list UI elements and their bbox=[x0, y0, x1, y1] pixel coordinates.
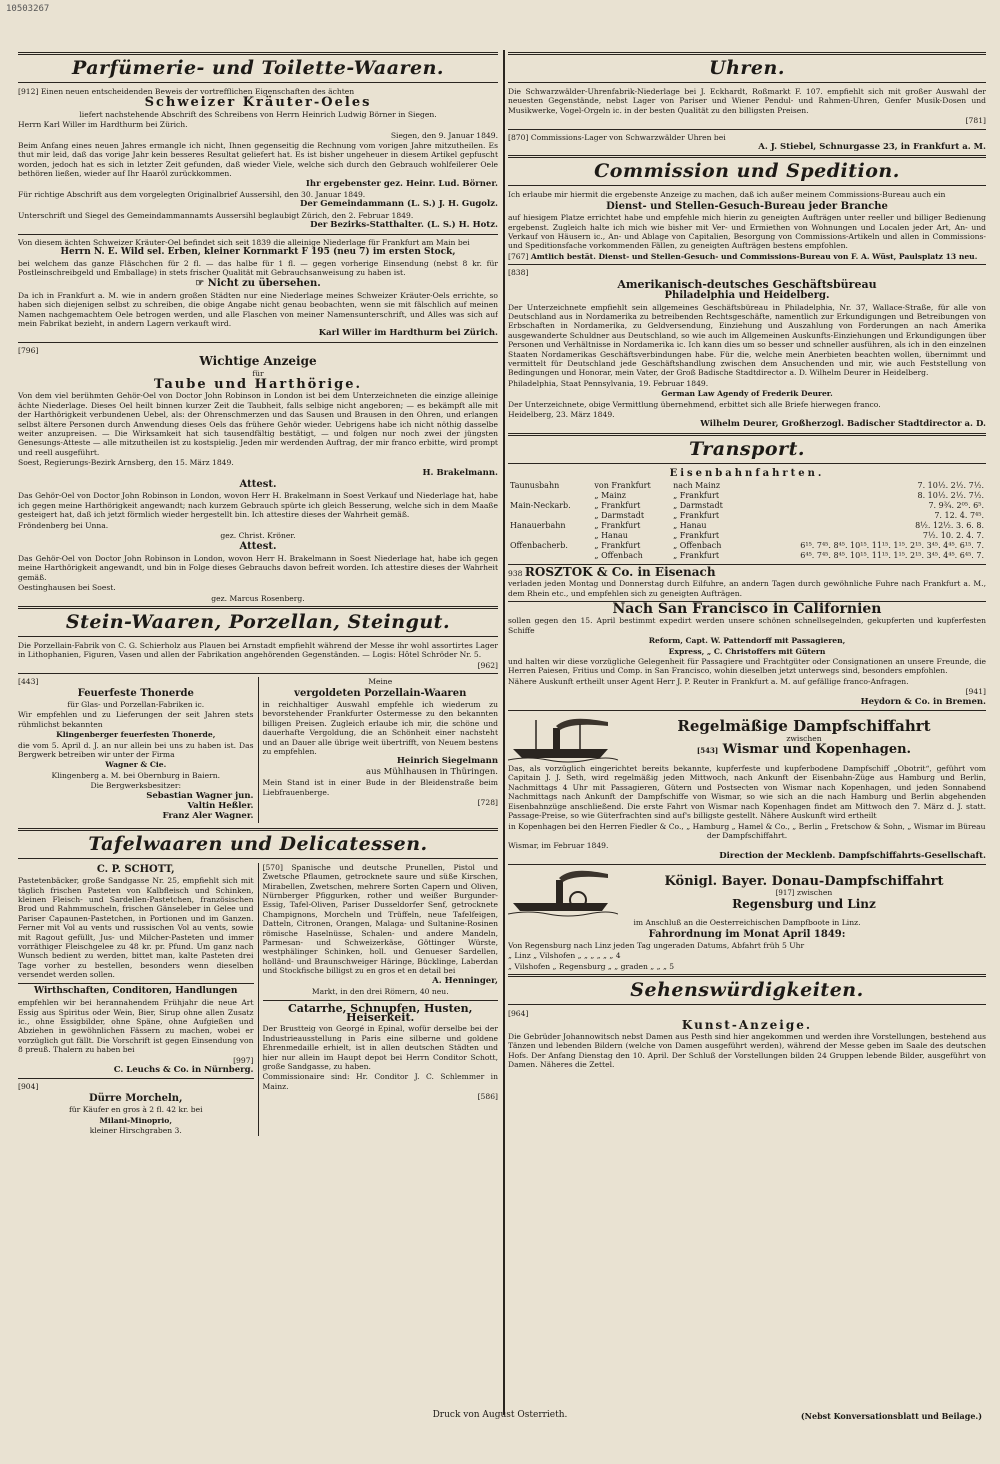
ad-place: Markt, in den drei Römern, 40 neu. bbox=[311, 987, 449, 997]
ad-route: Regensburg und Linz bbox=[732, 897, 876, 912]
ad-ref: [904] bbox=[18, 1082, 39, 1092]
ad-text: und halten wir diese vorzügliche Gelegenheit für Passagiere und Frachtgüter oder Consignationen an unsere Freunde, die Herren Paiesen, Fritius und Comp. in San Francisco, wohin dieselben jetzt unterwegs sind, besonders empfohlen. bbox=[508, 657, 986, 676]
railway-cell-from: „ Frankfurt bbox=[594, 540, 641, 550]
ad-place: Fröndenberg bei Unna. bbox=[18, 520, 109, 530]
ad-signature: Franz Aler Wagner. bbox=[162, 811, 254, 822]
ad-ref: [443] bbox=[18, 677, 39, 687]
ad-san-francisco bbox=[508, 601, 986, 707]
ad-addressee: Herrn Karl Willer im Hardthurm bei Zürich. bbox=[18, 120, 188, 130]
ad-title: Dienst- und Stellen-Gesuch-Bureau jeder Branche bbox=[606, 200, 888, 212]
railway-row bbox=[508, 511, 986, 521]
ad-place: Philadelphia, Staat Pennsylvania, 19. Februar 1849. bbox=[508, 378, 709, 388]
railway-cell-from: „ Darmstadt bbox=[594, 510, 645, 520]
two-column-block bbox=[18, 677, 498, 826]
ad-place: aus Mühlhausen in Thüringen. bbox=[366, 766, 498, 777]
ad-rosztok bbox=[508, 564, 986, 598]
schedule-row: „ Vilshofen „ Regensburg „ „ graden „ „ „ 5 bbox=[508, 961, 675, 971]
railway-cell-from: „ Mainz bbox=[594, 490, 626, 500]
railway-row bbox=[508, 531, 986, 541]
ad-ref: [728] bbox=[477, 798, 498, 807]
rule bbox=[18, 1078, 254, 1079]
railway-cell-times: 7. 10½. 2½. 7½. bbox=[917, 480, 984, 490]
ad-signature: gez. Marcus Rosenberg. bbox=[211, 593, 305, 603]
ad-ref: [570] bbox=[262, 862, 283, 872]
ad-between: zwischen bbox=[786, 733, 822, 743]
railway-cell-to: „ Hanau bbox=[673, 520, 707, 530]
ad-place: Heidelberg, 23. März 1849. bbox=[508, 409, 615, 419]
ad-signature: Heydorn & Co. in Bremen. bbox=[860, 696, 986, 707]
ad-text: Nähere Auskunft ertheilt unser Agent Herr J. P. Reuter in Frankfurt a. M. auf gefällige franco-Anfragen. bbox=[508, 676, 909, 686]
ad-title: Catarrhe, Schnupfen, Husten, Heiserkeit. bbox=[287, 1001, 473, 1024]
ad-agent: Commissionaire sind: Hr. Conditor J. C. Schlemmer in Mainz. bbox=[262, 1072, 498, 1091]
ad-between-text: zwischen bbox=[796, 887, 833, 897]
two-column-block bbox=[18, 863, 498, 1140]
railway-cell-to: „ Frankfurt bbox=[673, 530, 720, 540]
railway-cell-from: „ Hanau bbox=[594, 530, 628, 540]
ad-donau-titles bbox=[622, 875, 986, 912]
ad-title: Regelmäßige Dampfschiffahrt bbox=[677, 717, 931, 736]
ad-text: in reichhaltiger Auswahl empfehle ich wiederum zu bevorstehender Frankfurter Ostermesse zu den bekannten billigen Preisen. Zugleich erlaube ich mir, die schöne und dauerhafte Vergoldung, die an Schönheit einer nachsteht und an Dauer alle übrige weit übertrifft, von Neuem bestens zu empfehlen. bbox=[262, 699, 498, 756]
ad-text: Von dem viel berühmten Gehör-Oel von Doctor John Robinson in London ist bei dem Unterzeichneten die einzige alleinige ächte Niederlage. Dieses Oel heilt binnen kurzer Zeit die Taubheit, falls selbige nicht angeboren; — es bekämpft alle mit der Harthörigkeit verbundenen Uebel, als: der Ohrenschmerzen und das Sausen und Brausen in den Ohren, und erlangen selbst ältere Personen durch Anwendung dieses Oels das frühere Gehör wieder. Uebrigens habe ich nicht nöthig dasselbe weiter anzupreisen. — Die Wirksamkeit hat sich tausendfältig bestätigt, — und folgen nur noch zwei der jüngsten Genesungs-Atteste — alle mitzutheilen ist zu kostspielig. Jeden mir werdenden Auftrag, der mir franco erbitte, wird prompt und reell ausgeführt. bbox=[18, 391, 498, 457]
ad-agency: German Law Agendy of Frederik Deurer. bbox=[661, 389, 833, 399]
ad-signature: Direction der Mecklenb. Dampfschiffahrts-Gesellschaft. bbox=[719, 850, 986, 861]
railway-cell-times: 7. 9¾. 2⁰⁵. 6⁵. bbox=[928, 500, 984, 510]
railway-cell-to: „ Frankfurt bbox=[673, 510, 720, 520]
ad-text: Pastetenbäcker, große Sandgasse Nr. 25, empfiehlt sich mit täglich frischen Pasteten von Kalbfleisch und Schinken, kleinen Fleisch- und Sardellen-Pastetchen, französischen Brod und Rahmmuscheln, frischen Gänseleber in Gelee und Pariser Capaunen-Pastetchen, in Portionen und im Ganzen. Ferner mit Vol au vents und russischen Vol au vents, sowie mit Ragout gefüllt, Jus- und Milcher-Pasteten und immer vorräthiger Fleischgelee zu 48 kr. pr. Pfund. Um ganz nach Wunsch bedient zu werden, bittet man, kalte Pasteten drei Tage vorher zu bestellen, besonders wenn dieselben versendet werden sollen. bbox=[18, 876, 254, 980]
ad-wismar-header bbox=[508, 714, 986, 764]
railway-cell-to: „ Darmstadt bbox=[673, 500, 723, 510]
ad-place: kleiner Hirschgraben 3. bbox=[89, 1125, 182, 1135]
ad-ref: [997] bbox=[233, 1055, 254, 1065]
ad-place: Oestinghausen bei Soest. bbox=[18, 583, 116, 593]
ad-ref: [962] bbox=[477, 660, 498, 670]
ad-porzellain bbox=[258, 677, 499, 823]
ad-intro: Einen neuen entscheidenden Beweis der vortrefflichen Eigenschaften des ächten bbox=[40, 87, 355, 96]
ad-signature: Sebastian Wagner jun. bbox=[146, 790, 254, 801]
railway-cell-line bbox=[508, 491, 592, 501]
ad-attest: Unterschrift und Siegel des Gemeindammannamts Aussersihl beglaubigt Zürich, den 2. Februar 1849. bbox=[18, 210, 414, 220]
ad-depot: Von diesem ächten Schweizer Kräuter-Oel befindet sich seit 1839 die alleinige Niederlage für Frankfurt am Main bei bbox=[18, 237, 470, 247]
ad-for: für bbox=[252, 368, 264, 378]
ad-wismar bbox=[508, 714, 986, 861]
schedule-row: „ Linz „ Vilshofen „ „ „ „ „ „ 4 bbox=[508, 951, 621, 961]
ad-depot-name: Herrn N. E. Wild sel. Erben, kleiner Kornmarkt F 195 (neu 7) im ersten Stock, bbox=[60, 247, 456, 258]
ad-owners: Die Bergwerksbesitzer: bbox=[90, 781, 182, 791]
ad-ref: [543] bbox=[696, 746, 719, 756]
column-divider bbox=[503, 50, 505, 1415]
ad-signature: Der Gemeindammann (L. S.) J. H. Gugolz. bbox=[300, 199, 498, 210]
ad-text: empfehlen wir bei herannahendem Frühjahr die neue Art Essig aus Spiritus oder Wein, Bier, Sirup ohne allen Zusatz ic., ohne Essigbilder, ohne Späne, ohne Aufgießen und Abziehen in gewöhnlichen Fässern zu machen, wobei er vorzüglich gut fällt. Die Vorschrift ist gegen Einsendung von 8 preuß. Thalern zu haben bei bbox=[18, 998, 254, 1055]
ad-text: Commissions-Lager von Schwarzwälder Uhren bei bbox=[530, 132, 726, 142]
section-uhren-heading: Uhren. bbox=[508, 52, 986, 83]
railway-cell-to: „ Offenbach bbox=[673, 540, 722, 550]
ad-gehoer-oel bbox=[18, 346, 498, 603]
left-column bbox=[18, 50, 498, 1415]
railway-row bbox=[508, 491, 986, 501]
ad-thonerde bbox=[18, 677, 254, 823]
rule bbox=[18, 342, 498, 343]
ad-donau-schedule bbox=[508, 941, 986, 971]
ad-attest: Für richtige Abschrift aus dem vorgelegten Originalbrief Aussersihl, den 30. Januar 1849. bbox=[18, 190, 366, 200]
railway-cell-from: von Frankfurt bbox=[594, 480, 651, 490]
ad-donau bbox=[508, 868, 986, 971]
ad-date: Siegen, den 9. Januar 1849. bbox=[390, 130, 498, 140]
ad-text: Die Gebrüder Johannowitsch nebst Damen aus Pesth sind hier angekommen und werden ihre Vorstellungen, bestehend aus Tänzen und lebenden Bildern (welche von Damen ausgeführt werden), während der Messe geben im Saale des deutschen Hofs. Der Anfang Dienstag den 10. April. Der Schluß der Vorstellungen bilden 24 Gruppen lebende Bilder, ausgeführt von Damen. Näheres die Zettel. bbox=[508, 1031, 986, 1070]
ad-intro: Ich erlaube mir hiermit die ergebenste Anzeige zu machen, daß ich außer meinem Commissions-Bureau auch ein bbox=[508, 190, 946, 200]
ad-text: im Anschluß an die Oesterreichischen Dampfboote in Linz. bbox=[633, 918, 861, 928]
railway-row bbox=[508, 501, 986, 511]
ad-signature: Milani-Minoprio, bbox=[99, 1115, 172, 1125]
railway-cell-from: „ Frankfurt bbox=[594, 500, 641, 510]
section-transport-heading: Transport. bbox=[508, 433, 986, 464]
ad-signature: Heinrich Siegelmann bbox=[396, 756, 498, 767]
ad-schott bbox=[18, 863, 254, 1137]
ad-ref: [917] bbox=[775, 888, 795, 897]
steamship-icon bbox=[508, 714, 618, 764]
ad-route bbox=[622, 742, 986, 758]
railway-cell-times: 7. 12. 4. 7⁴⁵. bbox=[934, 510, 984, 520]
rule bbox=[508, 710, 986, 711]
ad-text: Das, als vorzüglich eingerichtet bereits bekannte, kupferfeste und kupferbodene Dampfschiff „Obotrit“, geführt vom Capitain J. J. Seth, wird regelmäßig jeden Mittwoch, nach Ankunft der Eisenbahn-Züge aus Hamburg und Berlin, Nachmittags 4 Uhr mit Passagieren, Gütern und Postsecten von Wismar nach Kopenhagen, und jeden Sonnabend Nachmittags nach Ankunft der Dampfschiffe von Wismar, so wie sich an die nach Hamburg und Berlin abgehenden Eisenbahnzüge anschließend. Die erste Fahrt von Wismar nach Kopenhagen findet am Mittwoch den 7. März d. J. statt. Passage-Preise, so wie Güterfrachten sind auf's billigste gestellt. Nähere Auskunft wird ertheilt bbox=[508, 764, 986, 821]
ad-sub: liefert nachstehende Abschrift des Schreibens von Herrn Heinrich Ludwig Börner in Siegen. bbox=[79, 109, 437, 119]
pointing-hand-icon: ☞ bbox=[195, 278, 205, 290]
ad-title: Königl. Bayer. Donau-Dampfschiffahrt bbox=[664, 873, 944, 889]
ad-title: vergoldeten Porzellain-Waaren bbox=[294, 687, 467, 699]
railway-cell-times: 6⁴⁵. 7⁴⁵. 8⁴⁵. 10¹⁵. 11¹⁵. 1¹⁵. 2¹⁵. 3⁴⁵. 4⁴⁵. 6⁴⁵. 7. bbox=[800, 550, 984, 560]
schedule-row: Von Regensburg nach Linz jeden Tag ungeraden Datums, Abfahrt früh 5 Uhr bbox=[508, 940, 805, 950]
ad-sub: Philadelphia und Heidelberg. bbox=[664, 290, 830, 302]
ad-text: auf hiesigem Platze errichtet habe und empfehle mich hierin zu geneigten Aufträgen unter reeller und billiger Bedienung ergebenst. Zugleich halte ich mich wie bisher mit Ver- und Ermiethen von Wohnungen und Localen jeder Art, An- und Verkauf von Häusern ic., An- und Ablage von Capitalien, Besorgung von Commissions-Artikeln und allen in Commissions- und Speditionsfache vorkommenden Fällen, zu geneigten Aufträgen bestens empfohlen. bbox=[508, 213, 986, 251]
ad-text: verladen jeden Montag und Donnerstag durch Eilfuhre, an andern Tagen durch gewöhnliche Fuhre nach Frankfurt a. M., dem Rhein etc., und empfehlen sich zu geneigten Aufträgen. bbox=[508, 579, 986, 598]
ad-ref: [796] bbox=[18, 345, 39, 355]
section-parfuemerie-heading: Parfümerie- und Toilette-Waaren. bbox=[18, 52, 498, 83]
rule bbox=[508, 129, 986, 130]
railway-cell-times: 8. 10½. 2½. 7½. bbox=[917, 490, 984, 500]
ad-signature: Valtin Heßler. bbox=[187, 801, 254, 811]
ad-name: C. P. SCHOTT, bbox=[96, 863, 175, 875]
ad-letter: Beim Anfang eines neuen Jahres ermangle ich nicht, Ihnen gegenseitig die Rechnung vom vorigen Jahre mitzutheilen. Es thut mir leid, daß das vorige Jahr kein besseres Resultat geliefert hat. Es ist bisher ungeheuer in diesem Artikel gepfuscht worden, jedoch hat es sich in letzter Zeit gefunden, daß wieder Viele, welche sich durch den Gebrauch wohlfeilerer Oele bethören ließen, wieder auf Ihr Haaröl zurückkommen. bbox=[18, 141, 498, 179]
ad-title: Dürre Morcheln, bbox=[88, 1092, 183, 1104]
ad-text: die vom 5. April d. J. an nur allein bei uns zu haben ist. Das Bergwerk betreiben wir unter der Firma bbox=[18, 740, 254, 759]
railway-cell-to: „ Frankfurt bbox=[673, 550, 720, 560]
railway-cell-line: Offenbacherb. bbox=[510, 540, 568, 550]
railway-row bbox=[508, 541, 986, 551]
ad-ref: [586] bbox=[477, 1092, 498, 1102]
ad-ref: [912] bbox=[18, 87, 39, 96]
railway-cell-times: 7½. 10. 2. 4. 7. bbox=[922, 530, 984, 540]
ad-kraeuter-oel bbox=[18, 87, 498, 339]
ad-order: Fahrordnung im Monat April 1849: bbox=[648, 928, 846, 940]
ad-sub: für Glas- und Porzellan-Fabriken ic. bbox=[67, 699, 205, 709]
railway-cell-line: Hanauerbahn bbox=[510, 520, 566, 530]
railway-cell-line: Main-Neckarb. bbox=[510, 500, 571, 510]
ad-ship: Express, „ C. Christoffers mit Gütern bbox=[668, 646, 826, 656]
railway-cell-line bbox=[508, 551, 592, 561]
ad-attest-heading: Attest. bbox=[239, 541, 277, 553]
section-tafel-heading: Tafelwaaren und Delicatessen. bbox=[18, 828, 498, 859]
rule bbox=[263, 1000, 499, 1001]
rule bbox=[18, 983, 254, 984]
ad-signature: gez. Christ. Kröner. bbox=[220, 531, 296, 541]
ad-signature: H. Brakelmann. bbox=[422, 467, 498, 478]
ad-ref: [781] bbox=[965, 116, 986, 126]
supplement-note: (Nebst Konversationsblatt und Beilage.) bbox=[800, 1411, 982, 1421]
ad-title: Wichtige Anzeige bbox=[199, 354, 317, 369]
ad-ref: [964] bbox=[508, 1009, 529, 1019]
section-commission-heading: Commission und Spedition. bbox=[508, 155, 986, 186]
railway-cell-to: „ Frankfurt bbox=[673, 490, 720, 500]
ad-firm: Wagner & Cie. bbox=[105, 760, 167, 770]
railway-cell-line bbox=[508, 511, 592, 521]
ad-eckhardt bbox=[508, 87, 986, 126]
ad-text: sollen gegen den 15. April bestimmt expedirt werden unsere schönen schnellsegelnden, gekupferten und kupferfesten Schiffe bbox=[508, 616, 986, 635]
railway-timetable bbox=[508, 481, 986, 561]
rule bbox=[508, 264, 986, 265]
ad-route-text: Wismar und Kopenhagen. bbox=[722, 742, 912, 758]
ad-signature: C. Leuchs & Co. in Nürnberg. bbox=[113, 1064, 254, 1075]
ad-title: Wirthschaften, Conditoren, Handlungen bbox=[34, 985, 238, 996]
railway-cell-line: Taunusbahn bbox=[510, 480, 560, 490]
railway-heading: Eisenbahnfahrten. bbox=[669, 467, 825, 479]
ad-signature: Wilhelm Deurer, Großherzogl. Badischer Stadtdirector a. D. bbox=[700, 419, 986, 430]
ad-title: Kunst-Anzeige. bbox=[681, 1017, 813, 1032]
ad-attest: Das Gehör-Oel von Doctor John Robinson in London, wovon Herr H. Brakelmann in Soest Niederlage hat, habe ich gegen meine Harthörigkeit angewandt, und bin in Folge dieses Gebrauchs davon befreit worden. Ich attestire dieses der Wahrheit gemäß. bbox=[18, 553, 498, 582]
ad-ref: 938 bbox=[508, 568, 523, 578]
ad-ref: [870] bbox=[508, 132, 529, 142]
railway-cell-from: „ Frankfurt bbox=[594, 520, 641, 530]
railway-rows bbox=[508, 481, 986, 561]
ad-attest-heading: Attest. bbox=[239, 479, 277, 491]
ad-wismar-titles bbox=[622, 717, 986, 758]
railway-cell-times: 6¹⁵. 7⁴⁵. 8⁴⁵. 10¹⁵. 11¹⁵. 1¹⁵. 2¹⁵. 3⁴⁵. 4⁴⁵. 6¹⁵. 7. bbox=[800, 540, 984, 550]
ad-title: Nach San Francisco in Californien bbox=[612, 601, 882, 617]
ad-warn-title: Nicht zu übersehen. bbox=[207, 278, 321, 290]
ad-stiebel bbox=[508, 133, 986, 153]
ad-title: ROSZTOK & Co. in Eisenach bbox=[524, 564, 716, 579]
ad-agents: in Kopenhagen bei den Herren Fiedler & Co., „ Hamburg „ Hamel & Co., „ Berlin „ Fretschow & Sohn, „ Wismar im Büreau der Dampfschiffahrt. bbox=[508, 821, 986, 840]
ad-warn-heading bbox=[18, 279, 498, 288]
steamboat-icon bbox=[508, 868, 618, 918]
section-stein-heading: Stein-Waaren, Porzellan, Steingut. bbox=[18, 606, 498, 637]
railway-row bbox=[508, 551, 986, 561]
section-sehens-heading: Sehenswürdigkeiten. bbox=[508, 974, 986, 1005]
railway-cell-to: nach Mainz bbox=[673, 480, 721, 490]
ad-title: Schweizer Kräuter-Oeles bbox=[144, 95, 372, 111]
ad-signature: A. Henninger, bbox=[432, 975, 498, 986]
railway-cell-times: 8½. 12½. 3. 6. 8. bbox=[915, 520, 984, 530]
ad-name: Klingenberger feuerfesten Thonerde, bbox=[56, 730, 216, 740]
ad-text: Der Unterzeichnete empfiehlt sein allgemeines Geschäftsbüreau in Philadelphia, Nr. 37, Wallace-Straße, für alle von Deutschland aus in Nordamerika zu betreibenden Rechtsgeschäfte, namentlich zur Erkundigungen und Betreibungen von Erbschaften in Nordamerika, zu Geldversendung, Einziehung und Auszahlung von Forderungen an nach Amerika ausgewanderte Schuldner aus Deutschland, so wie auch im Allgemeinen Auskunfts-Einziehungen und Erkundigungen über Personen und Verhältnisse in Nordamerika ic. Ich kann dies um so besser und schneller ausführen, als ich in den einzelnen Staaten Nordamerikas Geschäftsverbindungen habe. Für die, welche mein Anerbieten beachten wollen, übernimmt und vermittelt für Deutschland jede Geschäftshandlung zwischen dem Ansuchenden und mir, wie auch Feststellung von Bedingungen und Honorar, mein Vater, der Groß Badische Stadtdirector a. D. Wilhelm Deurer in Heidelberg. bbox=[508, 302, 986, 378]
ad-text: Der Brustteig von Georgé in Epinal, wofür derselbe bei der Industrieausstellung in Paris eine silberne und goldene Ehrenmedaille erhielt, ist in allen deutschen Städten und hier nur allein im Haupt depot bei Herrn Conditor Schott, große Sandgasse, zu haben. bbox=[262, 1024, 498, 1071]
railway-cell-line bbox=[508, 531, 592, 541]
ad-attest: Das Gehör-Oel von Doctor John Robinson in London, wovon Herr H. Brakelmann in Soest Verkauf und Niederlage hat, habe ich gegen meine Harthörigkeit angewandt; nach kurzem Gebrauch spürte ich gleich Besserung, welche sich in dem Maaße gesteigert hat, daß ich jetzt förmlich wieder hergestellt bin. Ich attestire dieses der Wahrheit gemäß. bbox=[18, 491, 498, 520]
ad-place: Soest, Regierungs-Bezirk Arnsberg, den 15. März 1849. bbox=[18, 458, 234, 468]
rule bbox=[508, 864, 986, 865]
ad-title: Amerikanisch-deutsches Geschäftsbüreau bbox=[617, 277, 877, 291]
ad-ref: [838] bbox=[508, 268, 529, 278]
ad-stand: Mein Stand ist in einer Bude in der Bleidenstraße beim Liebfrauenberge. bbox=[262, 778, 498, 797]
railway-row bbox=[508, 521, 986, 531]
archive-id: 10503267 bbox=[6, 4, 50, 14]
ad-ref: [767] bbox=[508, 251, 529, 261]
ad-place: Wismar, im Februar 1849. bbox=[508, 841, 609, 851]
ad-ref: [941] bbox=[965, 687, 986, 697]
ad-donau-header bbox=[508, 868, 986, 918]
railway-row bbox=[508, 481, 986, 491]
ad-kunst bbox=[508, 1009, 986, 1069]
rule bbox=[18, 673, 498, 674]
ad-wuest bbox=[508, 190, 986, 261]
ad-text: Die Porzellain-Fabrik von C. G. Schierholz aus Plauen bei Arnstadt empfiehlt während der Messe ihr wohl assortirtes Lager in Lithophanien, Figuren, Vasen und allen der Fabrikation angehörenden Gegenständen. — Logis: Hôtel Schröder Nr. 5. bbox=[18, 640, 498, 660]
ad-text: Spanische und deutsche Prunellen, Pistol und Zwetsche Pflaumen, getrocknete saure und süße Kirschen, Mirabellen, Zwetschen, mehrere Sorten Capern und Oliven, Nürnberger Pfiggurken, rother und weißer Burgunder-Essig, Tafel-Oliven, Pariser Dusseldorfer Senf, getrocknete Champignons, Morcheln und Trüffeln, neue Tafelfeigen, Datteln, Citronen, Orangen, Malaga- und Sultanine-Rosinen römische Haselnüsse, Schalen- und andere Mandeln, Parmesan- und Schweizerkäse, Göttinger Würste, westphälinger Schinken, holl. und Genueser Sardellen, holländ- und Braunschweiger Häringe, Bücklinge, Laberdan und Stockfische billigst zu en gros et en detail bei bbox=[262, 862, 498, 976]
ad-signature: Karl Willer im Hardthurm bei Zürich. bbox=[318, 328, 498, 339]
ad-meine: Meine bbox=[368, 677, 393, 687]
railway-cell-from: „ Offenbach bbox=[594, 550, 643, 560]
ad-delikatessen bbox=[258, 863, 499, 1137]
ad-signature: Ihr ergebenster gez. Heinr. Lud. Börner. bbox=[305, 178, 498, 189]
ad-depot-rest: bei welchem das ganze Fläschchen für 2 fl. — das halbe für 1 fl. — gegen vorherige Einsendung (nebst 8 kr. für Postleinschreibgeld und Emballage) in stets frischer Qualität mit Gebrauchsanweisung zu haben ist. bbox=[18, 258, 498, 277]
ad-ship: Reform, Capt. W. Pattendorff mit Passagieren, bbox=[648, 636, 846, 646]
ad-signature: Amtlich bestät. Dienst- und Stellen-Gesuch- und Commissions-Bureau von F. A. Wüst, Paulsplatz 13 neu. bbox=[530, 251, 978, 261]
ad-text: für Käufer en gros à 2 fl. 42 kr. bei bbox=[68, 1105, 203, 1115]
ad-schierholz bbox=[18, 641, 498, 670]
ad-warn: Da ich in Frankfurt a. M. wie in andern großen Städten nur eine Niederlage meines Schweizer Kräuter-Oels errichte, so haben sich diejenigen selbst zu schreiben, die obige Angabe nicht genau beobachten, wenn sie mit fälschlich auf meinen Namen nachgemachtem Oele betrogen werden, und alle Flaschen von meiner Namensunterschrift, und Alles was sich auf mein Fabrikat bezieht, in andern Lagern verkauft wird. bbox=[18, 290, 498, 328]
rule bbox=[18, 234, 498, 235]
ad-place: Klingenberg a. M. bei Obernburg in Baiern. bbox=[51, 770, 221, 780]
ad-text: Die Schwarzwälder-Uhrenfabrik-Niederlage bei J. Eckhardt, Roßmarkt F. 107. empfiehlt sich mit großer Auswahl der neuesten Gegenstände, nebst Lager von Pariser und Wiener Pendul- und Rahmen-Uhren, Genfer Musik-Dosen und Musikwerke, Vogel-Orgeln ic. in der besten Qualität zu den billigsten Preisen. bbox=[508, 87, 986, 115]
ad-text: Der Unterzeichnete, obige Vermittlung übernehmend, erbittet sich alle Briefe hierwegen franco. bbox=[508, 399, 881, 409]
ad-text: Wir empfehlen und zu Lieferungen der seit Jahren stets rühmlichst bekannten bbox=[18, 710, 254, 729]
ad-signature: Der Bezirks-Statthalter. (L. S.) H. Hotz. bbox=[310, 220, 498, 231]
ad-amerika bbox=[508, 268, 986, 430]
right-column bbox=[508, 50, 986, 1415]
ad-signature: A. J. Stiebel, Schnurgasse 23, in Frankfurt a. M. bbox=[758, 142, 986, 153]
printer-line: Druck von August Osterrieth. bbox=[432, 1410, 568, 1420]
ad-title: Taube und Harthörige. bbox=[153, 376, 363, 392]
ad-title: Feuerfeste Thonerde bbox=[77, 687, 194, 699]
